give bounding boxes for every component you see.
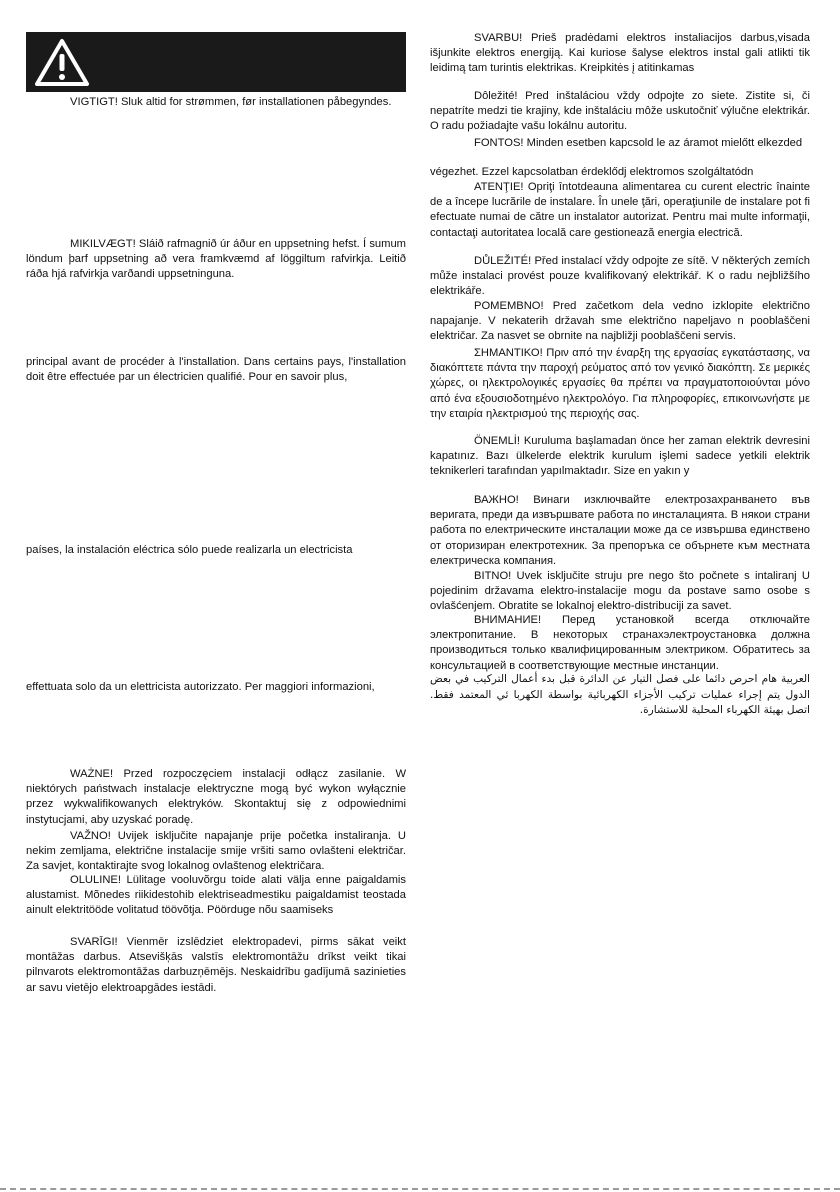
warning-icelandic: MIKILVÆGT! Sláið rafmagnið úr áður en uppsetning hefst. Í sumum löndum þarf uppsetning að vera framkvæmd af löggiltum rafvirkja. Leitið ráða hjá rafvirkja varðandi uppsetninguna. [26, 238, 406, 281]
warning-czech: DŮLEŽITÉ! Před instalací vždy odpojte ze sítě. V některých zemích může instalaci provést pouze kvalifikovaný elektrikář. K o radu nejbližšího elektrikáře. [430, 255, 810, 298]
bottom-cut-line [0, 1188, 840, 1190]
warning-turkish: ÖNEMLİ! Kuruluma başlamadan önce her zaman elektrik devresini kapatınız. Bazı ülkelerde elektrik kurulum işlemi sadece yetkili elektrik teknikerleri tarafından yapılmaktadır. Size en yakın y [430, 435, 810, 478]
warning-bulgarian: ВАЖНО! Винаги изключвайте електрозахранването във веригата, преди да извършвате работа по инсталацията. В някои страни работа по електрическите инсталации може да се извършва единствено от оторизиран електротехник. За препоръка се обърнете към местната електрическа компания. [430, 494, 810, 567]
warning-italian: effettuata solo da un elettricista autorizzato. Per maggiori informazioni, [26, 681, 375, 693]
warning-serbian: BITNO! Uvek isključite struju pre nego što počnete s intaliranj U pojedinim državama elektro-instalacije mogu da postave samo osobe s ovlašćenjem. Obratite se lokalnoj elektro-distribuciji za savet. [430, 570, 810, 613]
warning-hungarian-2: végezhet. Ezzel kapcsolatban érdeklődj elektromos szolgáltatódn [430, 166, 754, 178]
warning-romanian: ATENŢIE! Opriţi întotdeauna alimentarea cu curent electric înainte de a începe lucrările de instalare. În unele ţări, operaţiunile de instalare pot fi efectuate numai de către un instalator autorizat. Pentru mai multe informaţii, contactaţi autoritatea locală care gestionează energia electrică. [430, 181, 810, 239]
warning-slovenian: POMEMBNO! Pred začetkom dela vedno izklopite električno napajanje. V nekaterih državah sme električno napeljavo n pooblaščeni električar. Za nasvet se obrnite na najbližji pooblaščeni servis. [430, 300, 810, 343]
warning-slovak: Dôležité! Pred inštaláciou vždy odpojte zo siete. Zistite si, či nepatríte medzi tie krajiny, kde inštaláciu môže uskutočniť výlučne elektrikár. O radu požiadajte vašu lokálnu autoritu. [430, 90, 810, 133]
warning-estonian: OLULINE! Lülitage vooluvõrgu toide alati välja enne paigaldamis alustamist. Mõnedes riikidestohib elektriseadmestiku paigaldamist teostada ainult elektritööde volitatud töövõtja. Pöörduge nõu saamiseks [26, 874, 406, 917]
warning-spanish: países, la instalación eléctrica sólo puede realizarla un electricista [26, 544, 353, 556]
warning-lithuanian: SVARBU! Prieš pradėdami elektros instaliacijos darbus,visada išjunkite elektros energiją. Kai kuriose šalyse elektros instal gali atlikti tik leidimą tam turintis elektrikas. Kreipkitės į atitinkamas [430, 32, 810, 75]
warning-russian: ВНИМАНИЕ! Перед установкой всегда отключайте электропитание. В некоторых странахэлектроустановка должна производиться только квалифицированным электриком. Обратитесь за консультацией в соответствующие местные инстанции. [430, 614, 810, 672]
warning-arabic: العربية هام احرص دائما على فصل التيار عن الدائرة قبل بدء أعمال التركيب في بعض الدول يتم إجراء عمليات تركيب الأجزاء الكهربائية بواسطة الكهربا ئي المعتمد فقط. اتصل بهيئة الكهرباء المحلية للاستشارة. [430, 673, 810, 717]
warning-greek: ΣΗΜΑΝΤΙΚΟ! Πριν από την έναρξη της εργασίας εγκατάστασης, να διακόπτετε πάντα την παροχή ρεύματος από τον γενικό διακόπτη. Σε μερικές χώρες, οι ηλεκτρολογικές εργασίες θα πρέπει να πραγματοποιούνται μόνο από ένα εξουσιοδοτημένο ηλεκτρολόγο. Για πληροφορίες, επικοινωνήστε με την εταιρία ηλεκτρισμού της περιοχής σας. [430, 347, 810, 420]
warning-header-box [26, 32, 406, 92]
warning-polish: WAŻNE! Przed rozpoczęciem instalacji odłącz zasilanie. W niektórych państwach instalacje elektryczne mogą być wykon wyłącznie przez wykwalifikowanych elektryków. Skontaktuj się z odpowiednimi instytucjami, aby uzyskać poradę. [26, 768, 406, 826]
warning-croatian: VAŽNO! Uvijek isključite napajanje prije početka instaliranja. U nekim zemljama, električne instalacije smije vršiti samo ovlašteni električar. Za savjet, kontaktirajte svog lokalnog ovlaštenog električara. [26, 830, 406, 873]
warning-hungarian-1: FONTOS! Minden esetben kapcsold le az áramot mielőtt elkezded [474, 137, 803, 149]
warning-latvian: SVARĪGI! Vienmēr izslēdziet elektropadevi, pirms sākat veikt montāžas darbus. Atsevišķās valstīs elektromontāžu drīkst veikt tikai pilnvarots elektromontāžas darbuzņēmējs. Neskaidrību gadījumā sazinieties ar savu vietējo elektroapgādes iestādi. [26, 936, 406, 994]
warning-danish: VIGTIGT! Sluk altid for strømmen, før installationen påbegyndes. [70, 96, 392, 108]
warning-triangle-icon [32, 36, 92, 88]
warning-french: principal avant de procéder à l'installation. Dans certains pays, l'installation doit être effectuée par un électricien qualifié. Pour en savoir plus, [26, 356, 406, 384]
